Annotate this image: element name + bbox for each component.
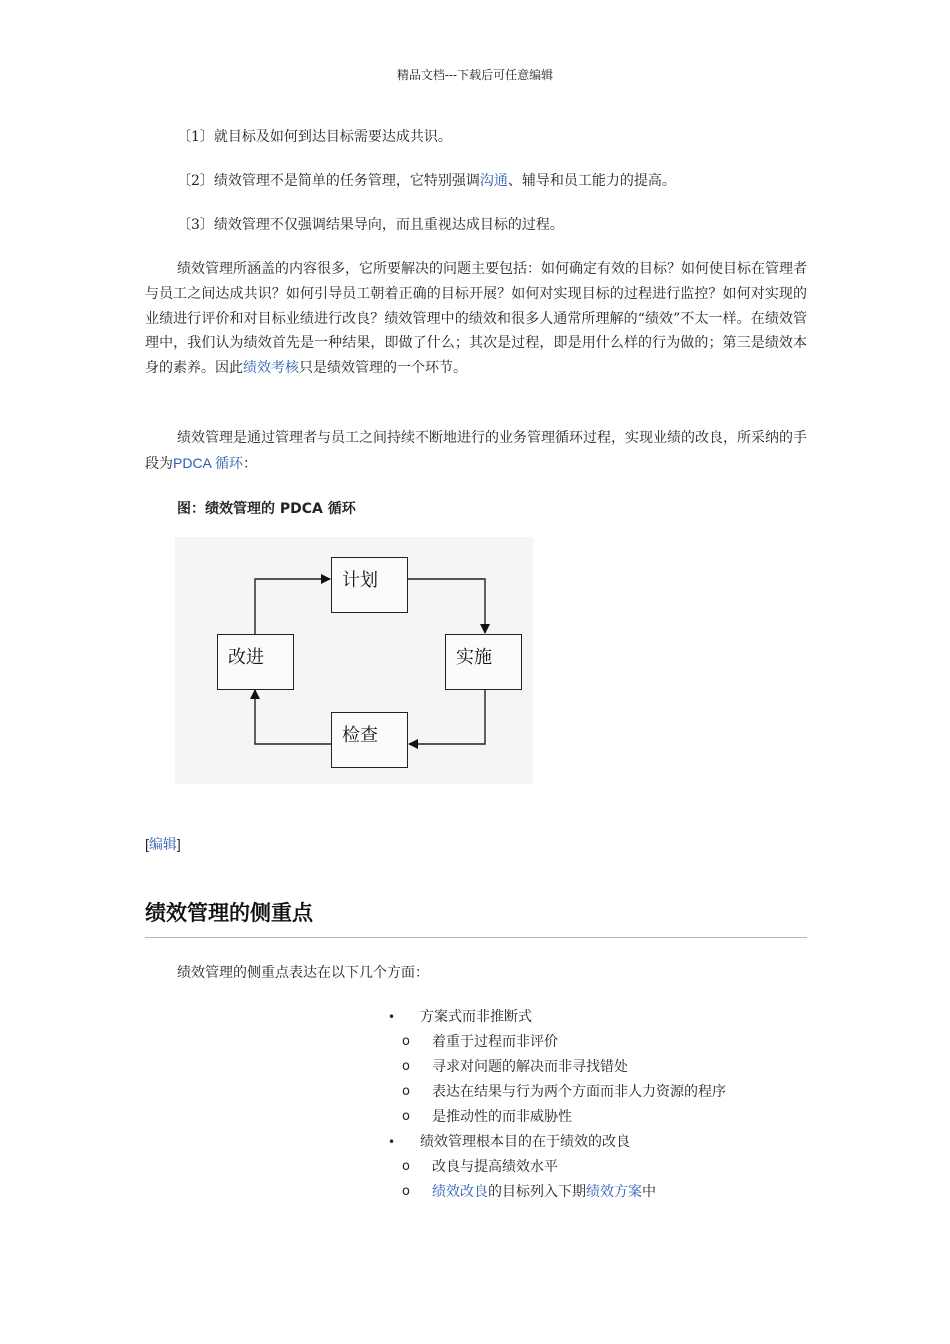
item-text: 绩效管理不是简单的任务管理，它特别强调 xyxy=(213,173,480,189)
link-performance-appraisal[interactable]: 绩效考核 xyxy=(243,360,299,377)
arrow-do-to-check xyxy=(409,690,485,744)
sub-marker: o xyxy=(402,1059,410,1074)
sub-list-item-text: 寻求对问题的解决而非寻找错处 xyxy=(432,1059,628,1075)
paragraph-text: 绩效管理是通过管理者与员工之间持续不断地进行的业务管理循环过程，实现业绩的改良，所采纳的手段为 xyxy=(145,430,807,472)
arrow-act-to-plan xyxy=(255,579,330,634)
link-performance-plan[interactable]: 绩效方案 xyxy=(586,1184,642,1200)
pdca-diagram xyxy=(175,537,533,784)
figure-caption: 图：绩效管理的 PDCA 循环 xyxy=(177,501,356,517)
paragraph-scope xyxy=(145,257,807,381)
sub-list-item-text: 改良与提高绩效水平 xyxy=(432,1159,558,1175)
edit-link[interactable]: 编辑 xyxy=(148,837,177,853)
item-text-tail: 、辅导和员工能力的提高。 xyxy=(507,173,676,189)
sub-list-item-text: 着重于过程而非评价 xyxy=(432,1034,558,1050)
pdca-act-box: 改进 xyxy=(217,634,294,690)
pdca-plan-box: 计划 xyxy=(331,557,408,613)
item-text: 绩效管理不仅强调结果导向，而且重视达成目标的过程。 xyxy=(213,217,564,233)
edit-bracket-close: ] xyxy=(176,836,181,852)
sub-list-item-text xyxy=(432,1182,656,1202)
link-performance-improvement[interactable]: 绩效改良 xyxy=(432,1184,488,1200)
sub-marker: o xyxy=(402,1109,410,1124)
paragraph-text-tail: 只是绩效管理的一个环节。 xyxy=(299,360,467,377)
item-prefix: 〔2〕 xyxy=(177,173,214,189)
item-prefix: 〔1〕 xyxy=(177,129,214,145)
link-pdca-cycle[interactable]: PDCA 循环 xyxy=(173,454,244,471)
sub-item-text-end: 中 xyxy=(642,1184,656,1200)
sub-marker: o xyxy=(402,1084,410,1099)
edit-bracket-open: [ xyxy=(145,836,149,852)
sub-marker: o xyxy=(402,1184,410,1199)
numbered-item-3 xyxy=(177,215,564,235)
list-item-text: 方案式而非推断式 xyxy=(420,1009,532,1025)
sub-item-text-mid: 的目标列入下期 xyxy=(488,1184,586,1200)
edit-link-wrapper xyxy=(145,834,181,854)
link-communication[interactable]: 沟通 xyxy=(479,173,508,189)
list-item-text: 绩效管理根本目的在于绩效的改良 xyxy=(420,1134,630,1150)
section-divider xyxy=(145,937,807,938)
sub-marker: o xyxy=(402,1159,410,1174)
bullet-marker: • xyxy=(388,1010,396,1024)
sub-list-item-text: 是推动性的而非威胁性 xyxy=(432,1109,572,1125)
section-title: 绩效管理的侧重点 xyxy=(145,901,313,925)
arrow-plan-to-do xyxy=(408,579,485,633)
arrow-check-to-act xyxy=(255,690,331,744)
item-text: 就目标及如何到达目标需要达成共识。 xyxy=(213,129,452,145)
paragraph-pdca xyxy=(145,426,807,477)
numbered-item-2 xyxy=(177,171,676,191)
numbered-item-1 xyxy=(177,127,452,147)
sub-list-item-text: 表达在结果与行为两个方面而非人力资源的程序 xyxy=(432,1084,726,1100)
section-intro: 绩效管理的侧重点表达在以下几个方面： xyxy=(177,965,429,981)
bullet-marker: • xyxy=(388,1135,396,1149)
paragraph-text-tail: ： xyxy=(243,455,258,472)
item-prefix: 〔3〕 xyxy=(177,217,214,233)
pdca-check-box: 检查 xyxy=(331,712,408,768)
page-header: 精品文档---下载后可任意编辑 xyxy=(396,68,554,82)
paragraph-text: 绩效管理所涵盖的内容很多，它所要解决的问题主要包括：如何确定有效的目标？如何使目标在管理者与员工之间达成共识？如何引导员工朝着正确的目标开展？如何对实现目标的过程进行监控？如何对实现的业绩进行评价和对目标业绩进行改良？绩效管理中的绩效和很多人通常所理解的“绩效”不太一样。在绩效管理中，我们认为绩效首先是一种结果，即做了什么；其次是过程，即是用什么样的行为做的；第三是绩效本身的素养。因此 xyxy=(145,261,807,377)
pdca-do-box: 实施 xyxy=(445,634,522,690)
sub-marker: o xyxy=(402,1034,410,1049)
